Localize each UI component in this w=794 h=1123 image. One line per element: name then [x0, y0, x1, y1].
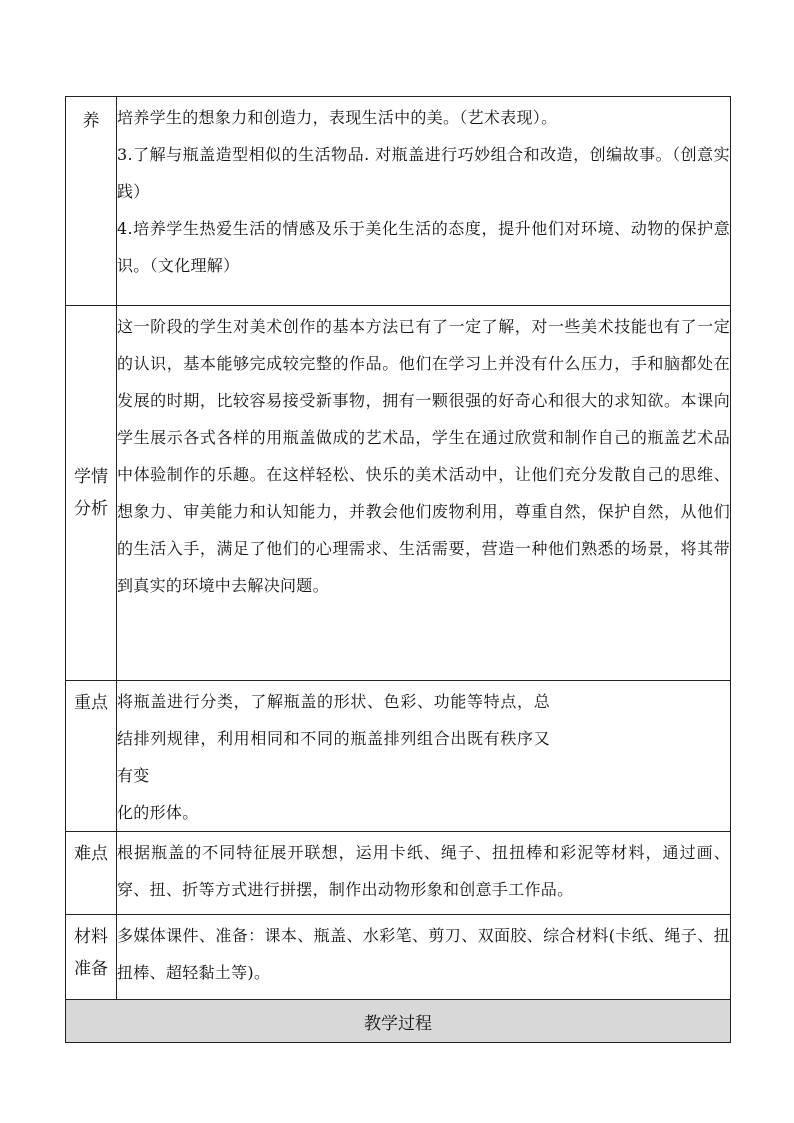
table-row-suyang — [66, 97, 731, 306]
row-label-materials — [66, 915, 117, 1000]
paragraph: 3.了解与瓶盖造型相似的生活物品. 对瓶盖进行巧妙组合和改造，创编故事。（创意实践） — [117, 145, 730, 201]
table-row-materials — [66, 915, 731, 1000]
row-label-line: 学情 — [74, 467, 108, 487]
paragraph: 这一阶段的学生对美术创作的基本方法已有了一定了解，对一些美术技能也有了一定的认识，基本能够完成较完整的作品。他们在学习上并没有什么压力，手和脑都处在发展的时期，比较容易接受新事物，拥有一颗很强的好奇心和很大的求知欲。本课向学生展示各式各样的用瓶盖做成的艺术品，学生在通过欣赏和制作自己的瓶盖艺术品中体验制作的乐趣。在这样轻松、快乐的美术活动中，让他们充分发散自己的思维、想象力、审美能力和认知能力，并教会他们废物利用，尊重自然，保护自然，从他们的生活入手，满足了他们的心理需求、生活需要，营造一种他们熟悉的场景，将其带到真实的环境中去解决问题。 — [117, 317, 730, 595]
row-content-materials — [117, 915, 731, 1000]
paragraph: 培养学生的想象力和创造力，表现生活中的美。（艺术表现）。 — [117, 108, 558, 127]
paragraph: 将瓶盖进行分类，了解瓶盖的形状、色彩、功能等特点，总结排列规律，利用相同和不同的瓶盖排列组合出既有秩序又有变 — [117, 692, 550, 785]
row-label-text: 难点 — [74, 844, 108, 864]
paragraph: 化的形体。 — [117, 803, 199, 822]
row-label-line: 分析 — [74, 499, 108, 519]
row-content-key-points — [117, 681, 731, 832]
lesson-plan-table — [65, 96, 731, 1043]
table-row-key-points — [66, 681, 731, 832]
paragraph: 多媒体课件、准备：课本、瓶盖、水彩笔、剪刀、双面胶、综合材料(卡纸、绳子、扭扭棒、超轻黏土等)。 — [117, 926, 730, 982]
section-header-teaching-process: 教学过程 — [66, 1000, 731, 1043]
table-row-student-analysis — [66, 306, 731, 681]
row-content-difficulties — [117, 832, 731, 915]
table-row-difficulties — [66, 832, 731, 915]
table-row-section-header — [66, 1000, 731, 1043]
row-content-student-analysis — [117, 306, 731, 681]
row-label-student-analysis — [66, 306, 117, 681]
row-label-text: 养 — [82, 111, 100, 131]
row-label-key-points — [66, 681, 117, 832]
row-label-difficulties — [66, 832, 117, 915]
row-label-line: 准备 — [74, 959, 108, 979]
paragraph: 根据瓶盖的不同特征展开联想，运用卡纸、绳子、扭扭棒和彩泥等材料，通过画、穿、扭、折等方式进行拼摆，制作出动物形象和创意手工作品。 — [117, 843, 730, 899]
paragraph: 4.培养学生热爱生活的情感及乐于美化生活的态度，提升他们对环境、动物的保护意识。（文化理解） — [117, 219, 730, 275]
row-label-suyang — [66, 97, 117, 306]
row-content-suyang — [117, 97, 731, 306]
row-label-text: 重点 — [74, 693, 108, 713]
row-label-line: 材料 — [74, 927, 108, 947]
